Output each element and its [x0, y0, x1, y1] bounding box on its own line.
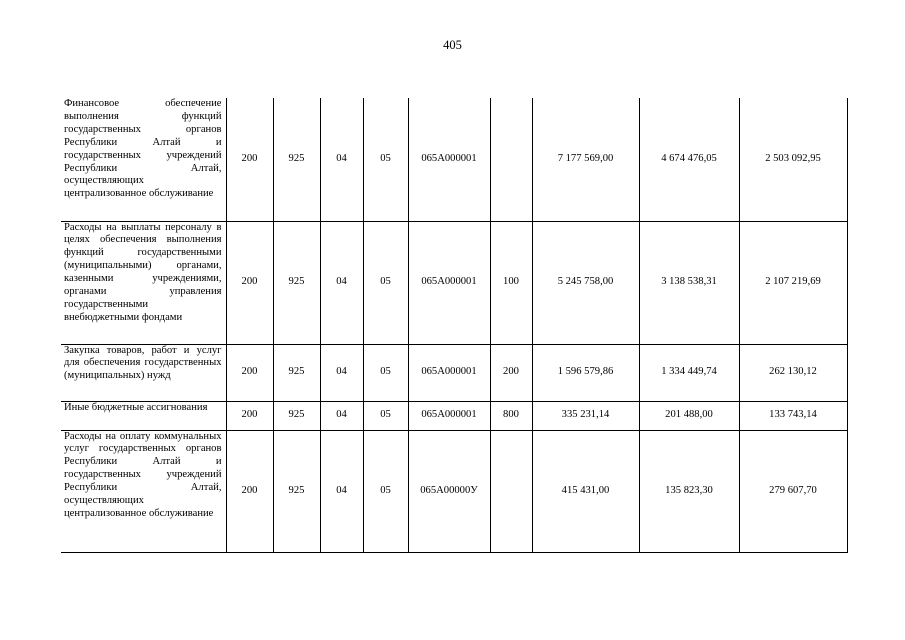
expense-name-cell: Расходы на оплату коммунальных услуг государственных органов Республики Алтай и государственных учреждений Республики Алтай, осуществляющих централизованное обслуживание [61, 430, 226, 552]
expense-name-cell: Финансовое обеспечение выполнения функций государственных органов Республики Алтай и государственных учреждений Республики Алтай, осуществляющих централизованное обслуживание [61, 98, 226, 221]
table-row [61, 221, 847, 344]
expense-name-cell: Иные бюджетные ассигнования [61, 401, 226, 430]
section-cell: 04 [320, 344, 363, 401]
amount-cell: 7 177 569,00 [532, 98, 639, 221]
expense-type-cell [490, 430, 532, 552]
ministry-code-cell: 925 [273, 430, 320, 552]
expense-type-cell: 100 [490, 221, 532, 344]
amount-cell: 2 107 219,69 [739, 221, 847, 344]
table-row [61, 98, 847, 221]
ministry-code-cell: 925 [273, 401, 320, 430]
subsection-cell: 05 [363, 401, 408, 430]
subsection-cell: 05 [363, 344, 408, 401]
subsection-cell: 05 [363, 221, 408, 344]
amount-cell: 3 138 538,31 [639, 221, 739, 344]
target-article-cell: 065А000001 [408, 221, 490, 344]
budget-table [61, 98, 848, 553]
amount-cell: 133 743,14 [739, 401, 847, 430]
code-cell: 200 [226, 430, 273, 552]
ministry-code-cell: 925 [273, 98, 320, 221]
amount-cell: 262 130,12 [739, 344, 847, 401]
amount-cell: 1 596 579,86 [532, 344, 639, 401]
amount-cell: 135 823,30 [639, 430, 739, 552]
subsection-cell: 05 [363, 430, 408, 552]
page-number: 405 [443, 38, 462, 52]
code-cell: 200 [226, 98, 273, 221]
code-cell: 200 [226, 344, 273, 401]
amount-cell: 201 488,00 [639, 401, 739, 430]
amount-cell: 2 503 092,95 [739, 98, 847, 221]
section-cell: 04 [320, 430, 363, 552]
section-cell: 04 [320, 98, 363, 221]
expense-name-cell: Расходы на выплаты персоналу в целях обеспечения выполнения функций государственными (муниципальными) органами, казенными учреждениями, органами управления государственными внебюджетными фондами [61, 221, 226, 344]
target-article-cell: 065А000001 [408, 344, 490, 401]
expense-name-cell: Закупка товаров, работ и услуг для обеспечения государственных (муниципальных) нужд [61, 344, 226, 401]
section-cell: 04 [320, 221, 363, 344]
section-cell: 04 [320, 401, 363, 430]
table-row [61, 344, 847, 401]
target-article-cell: 065А00000У [408, 430, 490, 552]
amount-cell: 4 674 476,05 [639, 98, 739, 221]
amount-cell: 1 334 449,74 [639, 344, 739, 401]
code-cell: 200 [226, 401, 273, 430]
amount-cell: 415 431,00 [532, 430, 639, 552]
table-row [61, 401, 847, 430]
code-cell: 200 [226, 221, 273, 344]
amount-cell: 5 245 758,00 [532, 221, 639, 344]
amount-cell: 335 231,14 [532, 401, 639, 430]
table-row [61, 430, 847, 552]
target-article-cell: 065А000001 [408, 98, 490, 221]
amount-cell: 279 607,70 [739, 430, 847, 552]
subsection-cell: 05 [363, 98, 408, 221]
expense-type-cell [490, 98, 532, 221]
expense-type-cell: 200 [490, 344, 532, 401]
ministry-code-cell: 925 [273, 221, 320, 344]
target-article-cell: 065А000001 [408, 401, 490, 430]
expense-type-cell: 800 [490, 401, 532, 430]
ministry-code-cell: 925 [273, 344, 320, 401]
